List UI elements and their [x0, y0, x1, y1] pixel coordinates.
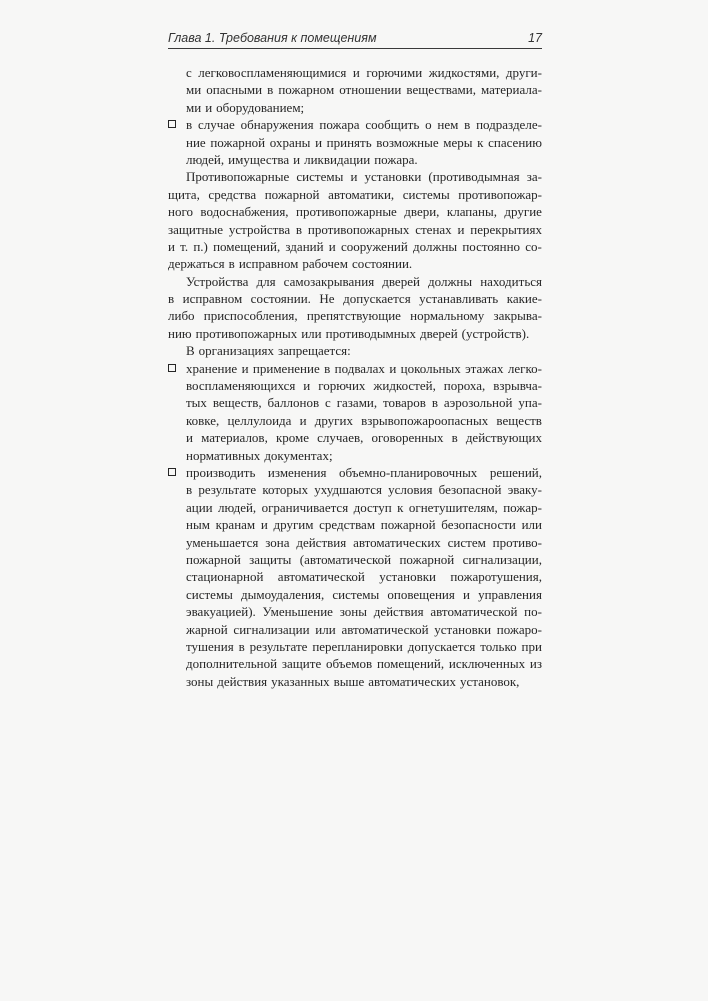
- word: средства: [208, 186, 257, 202]
- word: сообщить: [365, 117, 420, 133]
- word: противопожарных: [307, 221, 410, 237]
- word: только: [480, 638, 517, 654]
- word: исправном: [182, 291, 243, 307]
- word: в: [451, 430, 458, 446]
- chapter-title: Глава 1. Требования к помещениям: [168, 31, 377, 45]
- word: цокольных: [400, 360, 461, 376]
- word: двери,: [404, 204, 440, 220]
- word: и: [350, 169, 358, 185]
- word: пожаро-: [496, 621, 542, 637]
- word: или: [315, 621, 336, 637]
- paragraph: [168, 342, 542, 359]
- word: в: [464, 117, 471, 133]
- word: должны: [413, 238, 458, 254]
- word: противодымных: [325, 325, 416, 341]
- word: закрыва-: [493, 308, 542, 324]
- text-line: [186, 151, 542, 168]
- word: этажах: [465, 360, 504, 376]
- word: автоматической: [341, 621, 429, 637]
- text-line: [186, 638, 542, 655]
- text-line: [168, 203, 542, 220]
- word: оборудованием;: [216, 99, 305, 115]
- word: действия: [373, 604, 424, 620]
- word: установки: [364, 169, 422, 185]
- word: условия: [388, 482, 433, 498]
- word: и: [260, 517, 268, 533]
- word: установки: [434, 621, 492, 637]
- paragraph: [168, 168, 542, 272]
- word: при: [521, 638, 542, 654]
- word: дверей: [382, 273, 420, 289]
- text-line: [186, 360, 542, 377]
- word: пожара.: [374, 151, 418, 167]
- word: (автоматической: [299, 551, 392, 567]
- word: другим: [273, 517, 314, 533]
- word: веществ: [496, 412, 542, 428]
- word: действующих: [465, 430, 542, 446]
- word: ного: [168, 204, 193, 220]
- word: должны: [428, 273, 473, 289]
- word: из: [529, 656, 542, 672]
- text-line: [186, 394, 542, 411]
- word: со-: [525, 238, 542, 254]
- word: принять: [326, 134, 372, 150]
- word: организациях: [198, 343, 274, 359]
- word: пожарном: [278, 82, 335, 98]
- word: держаться: [168, 256, 225, 272]
- word: о: [425, 117, 432, 133]
- word: зона: [265, 534, 290, 550]
- text-line: [186, 568, 542, 585]
- word: производить: [186, 464, 256, 480]
- word: уменьшается: [186, 534, 259, 550]
- bullet-item: [168, 360, 542, 464]
- word: обнаружения: [240, 117, 314, 133]
- word: пожарной: [210, 134, 266, 150]
- word: препятствующие: [306, 308, 401, 324]
- word: Устройства: [186, 273, 249, 289]
- word: ным: [186, 517, 210, 533]
- word: самозакрывания: [283, 273, 375, 289]
- word: перепланировки: [312, 638, 403, 654]
- word: автоматических: [353, 534, 441, 550]
- word: системы: [186, 586, 233, 602]
- text-line: [186, 447, 542, 464]
- word: зоны: [186, 673, 214, 689]
- word: спасению: [488, 134, 542, 150]
- word: п.): [193, 238, 208, 254]
- word: пожара: [319, 117, 360, 133]
- word: легко-: [507, 360, 542, 376]
- word: исключенных: [448, 656, 526, 672]
- word: клапаны,: [446, 204, 497, 220]
- word: и: [328, 238, 336, 254]
- word: в: [186, 117, 193, 133]
- word: целлулоида: [227, 412, 292, 428]
- word: систем: [447, 534, 486, 550]
- word: перекрытиях: [470, 221, 542, 237]
- word: эваку-: [507, 482, 542, 498]
- word: применение: [252, 360, 320, 376]
- text-line: [186, 481, 542, 498]
- word: жидкостями,: [428, 65, 500, 80]
- word: и: [462, 586, 470, 602]
- word: жарной: [186, 621, 228, 637]
- word: стационарной: [186, 569, 264, 585]
- text-line: [186, 499, 542, 516]
- word: ликвидации: [304, 151, 371, 167]
- word: подразделе-: [476, 117, 542, 133]
- word: людей,: [186, 151, 225, 167]
- word: пожаротушения,: [450, 569, 542, 585]
- word: в: [431, 395, 438, 411]
- text-line: [186, 516, 542, 533]
- word: упа-: [518, 395, 542, 411]
- word: материалов,: [201, 430, 268, 446]
- word: други-: [505, 65, 542, 80]
- text-line: [186, 273, 542, 290]
- word: в: [168, 291, 175, 307]
- word: пожарной: [186, 551, 241, 567]
- text-line: [186, 99, 542, 116]
- text-line: [186, 464, 542, 481]
- word: допускается: [343, 291, 411, 307]
- text-line: [186, 168, 542, 185]
- word: с: [325, 395, 331, 411]
- word: приспособления,: [203, 308, 298, 324]
- word: ограничивается: [261, 499, 349, 515]
- word: взрывча-: [493, 378, 542, 394]
- text-line: [168, 238, 542, 255]
- word: и: [352, 65, 360, 80]
- word: сигнализации,: [462, 551, 542, 567]
- word: запрещается:: [278, 343, 351, 359]
- word: водоснабжения,: [200, 204, 289, 220]
- word: документах;: [264, 447, 333, 463]
- word: выше: [333, 673, 365, 689]
- text-line: [168, 325, 542, 342]
- word: аэрозольной: [443, 395, 513, 411]
- word: безопасности: [441, 517, 516, 533]
- text-line: [186, 412, 542, 429]
- word: подвалах: [334, 360, 385, 376]
- word: Противопожарные: [186, 169, 290, 185]
- word: действия: [217, 673, 268, 689]
- word: объемов: [326, 656, 373, 672]
- checkbox-bullet-icon: [168, 468, 176, 476]
- word: состоянии.: [250, 291, 311, 307]
- word: кранам: [215, 517, 256, 533]
- word: какие-: [506, 291, 542, 307]
- word: ации: [186, 499, 213, 515]
- word: имущества: [228, 151, 290, 167]
- word: защитные: [168, 221, 224, 237]
- word: установок,: [459, 673, 520, 689]
- word: постоянно: [462, 238, 521, 254]
- word: результате: [198, 482, 257, 498]
- word: рабочем: [302, 256, 348, 272]
- word: опасными: [206, 82, 263, 98]
- word: исправном: [238, 256, 299, 272]
- word: допускается: [407, 638, 476, 654]
- word: нормативных: [186, 447, 261, 463]
- text-line: [186, 64, 542, 81]
- word: кроме: [275, 430, 310, 446]
- checkbox-bullet-icon: [168, 120, 176, 128]
- word: в: [324, 360, 331, 376]
- word: защиты: [249, 551, 292, 567]
- word: безопасной: [438, 482, 502, 498]
- text-line: [186, 673, 542, 690]
- text-line: [168, 255, 542, 272]
- word: к: [397, 499, 404, 515]
- word: стенах: [415, 221, 452, 237]
- word: взрывопожароопасных: [361, 412, 489, 428]
- word: противопожарных: [195, 325, 298, 341]
- word: нию: [168, 325, 192, 341]
- bullet-item: [168, 464, 542, 690]
- text-line: [168, 307, 542, 324]
- word: эвакуацией).: [186, 604, 256, 620]
- page-number: 17: [528, 31, 542, 45]
- word: пожарной: [264, 186, 320, 202]
- word: защите: [281, 656, 322, 672]
- word: веществ,: [212, 395, 262, 411]
- word: доступ: [353, 499, 392, 515]
- word: охраны: [269, 134, 311, 150]
- word: автоматической: [430, 604, 518, 620]
- word: установки: [379, 569, 436, 585]
- word: в: [267, 82, 274, 98]
- word: зданий: [285, 238, 324, 254]
- text-line: [186, 603, 542, 620]
- word: тушения: [186, 638, 234, 654]
- body-text: [168, 64, 542, 690]
- word: устанавливать: [419, 291, 499, 307]
- word: возможные: [376, 134, 439, 150]
- word: людей,: [218, 499, 257, 515]
- word: и: [241, 360, 249, 376]
- word: в: [186, 482, 193, 498]
- word: системы: [332, 586, 380, 602]
- word: оговоренных: [371, 430, 444, 446]
- word: с: [186, 65, 192, 80]
- word: Уменьшение: [262, 604, 333, 620]
- text-line: [186, 621, 542, 638]
- word: сигнализации: [233, 621, 310, 637]
- text-line: [186, 134, 542, 151]
- word: (устройств).: [461, 325, 530, 341]
- word: (противодымная: [428, 169, 520, 185]
- bullet-item: [168, 116, 542, 168]
- word: системы: [402, 186, 450, 202]
- word: ние: [186, 134, 206, 150]
- word: помещений,: [376, 656, 445, 672]
- word: к: [477, 134, 484, 150]
- word: противопожарные: [296, 204, 397, 220]
- word: материала-: [481, 82, 542, 98]
- word: щита,: [168, 186, 200, 202]
- word: в: [295, 221, 303, 237]
- word: воспламеняющихся: [186, 378, 296, 394]
- word: товаров: [383, 395, 426, 411]
- word: пороха,: [443, 378, 486, 394]
- word: автоматических: [368, 673, 456, 689]
- word: дополнительной: [186, 656, 278, 672]
- word: за-: [526, 169, 542, 185]
- word: и: [186, 430, 193, 446]
- word: ми: [186, 82, 202, 98]
- word: противо-: [492, 534, 542, 550]
- word: тых: [186, 395, 207, 411]
- text-line: [186, 655, 542, 672]
- word: в: [228, 256, 235, 272]
- word: действия: [296, 534, 347, 550]
- word: и: [457, 221, 465, 237]
- paragraph: [168, 273, 542, 343]
- word: и: [315, 134, 323, 150]
- text-line: [186, 377, 542, 394]
- word: управления: [478, 586, 542, 602]
- word: газами,: [336, 395, 378, 411]
- word: средствам: [319, 517, 376, 533]
- word: пожарной: [380, 517, 436, 533]
- text-line: [168, 221, 542, 238]
- word: результате: [249, 638, 308, 654]
- word: сооружений: [340, 238, 408, 254]
- word: отношении: [339, 82, 402, 98]
- word: пожар-: [503, 499, 542, 515]
- text-line: [168, 186, 542, 203]
- running-head: [168, 28, 542, 49]
- word: находиться: [480, 273, 542, 289]
- word: зоны: [339, 604, 367, 620]
- word: либо: [168, 308, 195, 324]
- word: или: [301, 325, 322, 341]
- word: т.: [180, 238, 189, 254]
- word: случаев,: [317, 430, 364, 446]
- word: легковоспламеняющимися: [198, 65, 347, 80]
- word: автоматики,: [328, 186, 395, 202]
- word: указанных: [271, 673, 330, 689]
- word: дымоудаления,: [241, 586, 325, 602]
- text-line: [186, 551, 542, 568]
- continuation-text: [168, 64, 542, 116]
- word: и: [293, 151, 301, 167]
- word: горючих: [318, 378, 366, 394]
- word: системы: [296, 169, 344, 185]
- text-line: [186, 429, 542, 446]
- word: хранение: [186, 360, 238, 376]
- word: оповещения: [387, 586, 455, 602]
- word: помещений,: [213, 238, 281, 254]
- checkbox-bullet-icon: [168, 364, 176, 372]
- word: Не: [319, 291, 335, 307]
- word: пожарной: [399, 551, 455, 567]
- word: в: [238, 638, 245, 654]
- word: и: [205, 99, 213, 115]
- word: и: [303, 378, 311, 394]
- word: для: [256, 273, 276, 289]
- word: объемно-планировочных: [338, 464, 478, 480]
- word: случае: [197, 117, 235, 133]
- word: огнетушителям,: [408, 499, 498, 515]
- word: и: [299, 412, 307, 428]
- word: и: [389, 360, 397, 376]
- text-line: [186, 342, 542, 359]
- word: устройства: [228, 221, 291, 237]
- word: по-: [524, 604, 542, 620]
- word: ковке,: [186, 412, 220, 428]
- word: состоянии.: [351, 256, 413, 272]
- word: автоматической: [277, 569, 365, 585]
- text-line: [186, 534, 542, 551]
- word: которых: [262, 482, 309, 498]
- word: ухудшаются: [314, 482, 382, 498]
- word: нем: [437, 117, 459, 133]
- word: решений,: [489, 464, 542, 480]
- word: веществами,: [406, 82, 476, 98]
- word: жидкостей,: [373, 378, 436, 394]
- word: изменения: [267, 464, 327, 480]
- word: и: [168, 238, 175, 254]
- text-line: [186, 586, 542, 603]
- text-line: [186, 81, 542, 98]
- text-line: [168, 290, 542, 307]
- word: меры: [443, 134, 473, 150]
- word: другие: [504, 204, 542, 220]
- text-line: [186, 116, 542, 133]
- word: нормальному: [410, 308, 485, 324]
- word: В: [186, 343, 195, 359]
- word: баллонов: [267, 395, 320, 411]
- word: или: [521, 517, 542, 533]
- word: ми: [186, 99, 202, 115]
- word: других: [314, 412, 353, 428]
- word: дверей: [419, 325, 458, 341]
- word: противопожар-: [458, 186, 542, 202]
- word: горючими: [366, 65, 423, 80]
